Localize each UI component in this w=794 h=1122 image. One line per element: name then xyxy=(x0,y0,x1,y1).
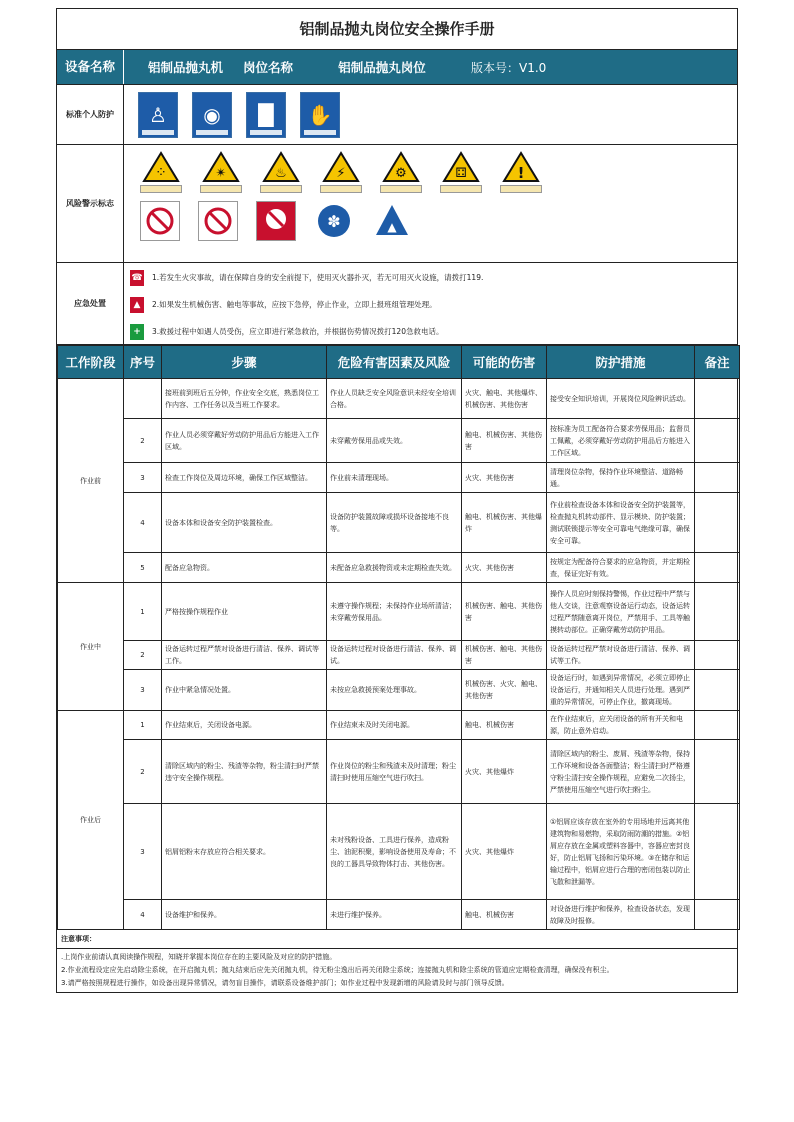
hazard-cell: 未进行维护保养。 xyxy=(327,900,462,930)
no-cell: 4 xyxy=(124,493,162,553)
version-text: 版本号：V1.0 xyxy=(471,60,547,75)
col-stage: 工作阶段 xyxy=(58,346,124,379)
injury-cell: 机械伤害、触电、其他伤害 xyxy=(462,583,547,641)
injury-cell: 触电、机械伤害 xyxy=(462,711,547,740)
remark-cell xyxy=(695,900,740,930)
fire-warning-icon xyxy=(260,151,302,193)
table-row xyxy=(58,493,740,553)
measure-cell: 作业前检查设备本体和设备安全防护装置等，检查抛丸机转动部件、显示模块、防护装置；测试联锁提示等安全可靠电气绝缘可靠，确保安全可靠。 xyxy=(547,493,695,553)
remark-cell xyxy=(695,583,740,641)
injury-cell: 火灾、其他伤害 xyxy=(462,553,547,583)
remark-cell xyxy=(695,670,740,711)
measure-cell: 在作业结束后，应关闭设备的所有开关和电源，防止意外启动。 xyxy=(547,711,695,740)
electric-warning-icon xyxy=(320,151,362,193)
emergency-label: 应急处置 xyxy=(57,263,124,344)
hazard-cell: 作业前未清理现场。 xyxy=(327,463,462,493)
injury-cell: 触电、机械伤害、其他伤害 xyxy=(462,419,547,463)
measure-cell: 按标准为员工配备符合要求劳保用品；监督员工佩戴，必须穿戴好劳动防护用品后方能进入工作区域。 xyxy=(547,419,695,463)
table-row xyxy=(58,641,740,670)
equipment-label: 设备名称 xyxy=(57,50,124,84)
measure-cell: ①铝屑应该存放在室外的专用场地并远离其他建筑物和易燃物，采取防雨防潮的措施。②铝屑应存放在金属或塑料容器中，容器应密封良好，防止铝屑飞扬和污染环境。③在储存和运输过程中，铝屑应进行合理的密闭包装以防止飞散和泄漏等。 xyxy=(547,804,695,900)
injury-cell: 火灾、触电、其他爆炸、机械伤害、其他伤害 xyxy=(462,379,547,419)
injury-cell: 机械伤害、触电、其他伤害 xyxy=(462,641,547,670)
no-tinder-icon xyxy=(198,201,238,241)
protective-suit-icon: ♙ xyxy=(138,92,178,138)
emergency-row xyxy=(57,263,737,345)
table-row xyxy=(58,711,740,740)
step-cell: 严格按操作规程作业 xyxy=(162,583,327,641)
svg-text:♨: ♨ xyxy=(275,166,287,181)
injury-cell: 触电、机械伤害 xyxy=(462,900,547,930)
measure-cell: 按规定为配备符合要求的应急物资，并定期检查，保证完好有效。 xyxy=(547,553,695,583)
svg-text:⚃: ⚃ xyxy=(455,166,467,181)
procedure-table xyxy=(57,345,740,930)
safety-boots-icon: █ xyxy=(246,92,286,138)
no-cell: 3 xyxy=(124,463,162,493)
no-cell: 1 xyxy=(124,711,162,740)
measure-cell: 接受安全知识培训，开展岗位风险辨识活动。 xyxy=(547,379,695,419)
must-gloves-icon xyxy=(314,201,354,241)
measure-cell: 对设备进行维护和保养，检查设备状态，发现故障及时报修。 xyxy=(547,900,695,930)
no-cell: 2 xyxy=(124,419,162,463)
svg-text:⁘: ⁘ xyxy=(155,165,167,181)
step-cell: 配备应急物资。 xyxy=(162,553,327,583)
stage-cell: 作业后 xyxy=(58,711,124,930)
injury-cell: 火灾、其他爆炸 xyxy=(462,740,547,804)
step-cell: 设备维护和保养。 xyxy=(162,900,327,930)
table-row xyxy=(58,804,740,900)
warning-signs-row1 xyxy=(140,151,542,193)
table-row xyxy=(58,379,740,419)
step-cell: 作业人员必须穿戴好劳动防护用品后方能进入工作区域。 xyxy=(162,419,327,463)
page-title: 铝制品抛丸岗位安全操作手册 xyxy=(57,9,737,50)
trip-warning-icon xyxy=(440,151,482,193)
hazard-cell: 未遵守操作规程；未保持作业场所清洁；未穿戴劳保用品。 xyxy=(327,583,462,641)
remark-cell xyxy=(695,804,740,900)
col-no: 序号 xyxy=(124,346,162,379)
no-fire-icon xyxy=(140,201,180,241)
table-row xyxy=(58,670,740,711)
note-line-1: .上岗作业前请认真阅读操作规程，知晓并掌握本岗位存在的主要风险及对应的防护措施。 xyxy=(61,953,337,961)
equipment-value: 铝制品抛丸机 xyxy=(147,60,223,75)
svg-text:⚡: ⚡ xyxy=(336,166,346,181)
note-line-2: 2.作业流程设定应先启动除尘系统，在开启抛丸机；抛丸结束后应先关闭抛丸机，待无粉尘逸出后再关闭除尘系统；连接抛丸机和除尘系统的管道应定期检查清理，确保没有积尘。 xyxy=(61,966,614,974)
measure-cell: 操作人员应时刻保持警惕，作业过程中严禁与他人交谈，注意观察设备运行动态，设备运转过程严禁随意离开岗位，严禁用手、工具等触摸转动部位。正确穿戴劳动防护用品。 xyxy=(547,583,695,641)
svg-text:✽: ✽ xyxy=(327,212,341,231)
post-value: 铝制品抛丸岗位 xyxy=(338,60,426,75)
remark-cell xyxy=(695,463,740,493)
col-remark: 备注 xyxy=(695,346,740,379)
extinguisher-icon: ▲ xyxy=(130,297,144,313)
notes-section xyxy=(57,930,737,992)
hazard-cell: 未按应急救援预案处理事故。 xyxy=(327,670,462,711)
hazard-cell: 未对残粉设备、工具进行保养，造成粉尘、油泥积聚，影响设备使用及寿命；不良的工器具导致物体打击、其他伤害。 xyxy=(327,804,462,900)
table-row xyxy=(58,583,740,641)
svg-text:▲: ▲ xyxy=(387,220,397,234)
stage-cell: 作业前 xyxy=(58,379,124,583)
stage-cell: 作业中 xyxy=(58,583,124,711)
injury-cell: 触电、机械伤害、其他爆炸 xyxy=(462,493,547,553)
step-cell: 清除区域内的粉尘、残渣等杂物，粉尘清扫时严禁违守安全操作规程。 xyxy=(162,740,327,804)
measure-cell: 设备运行时，如遇到异常情况，必须立即停止设备运行，并通知相关人员进行处理。遇到严重的异常情况，可停止作业，撤离现场。 xyxy=(547,670,695,711)
col-step: 步骤 xyxy=(162,346,327,379)
ppe-row xyxy=(57,85,737,145)
ppe-label: 标准个人防护 xyxy=(57,85,124,144)
no-cell: 5 xyxy=(124,553,162,583)
note-line-3: 3.请严格按照规程进行操作，如设备出现异常情况，请勿盲目操作，请联系设备维护部门；如作业过程中发现新增的风险请及时与部门领导反馈。 xyxy=(61,979,509,987)
remark-cell xyxy=(695,641,740,670)
gloves-icon: ✋ xyxy=(300,92,340,138)
remark-cell xyxy=(695,553,740,583)
no-cell xyxy=(124,379,162,419)
no-cell: 3 xyxy=(124,670,162,711)
no-cell: 3 xyxy=(124,804,162,900)
measure-cell: 清理岗位杂物，保持作业环境整洁、道路畅通。 xyxy=(547,463,695,493)
warning-signs-row2 xyxy=(140,201,542,241)
step-cell: 接班前到班后五分钟，作业安全交底，熟悉岗位工作内容、工作任务以及当班工作要求。 xyxy=(162,379,327,419)
step-cell: 铝屑铝粉末存放应符合相关要求。 xyxy=(162,804,327,900)
no-start-icon xyxy=(256,201,296,241)
remark-cell xyxy=(695,711,740,740)
emergency-line-1: 1.若发生火灾事故，请在保障自身的安全前提下，使用灭火器扑灭，若无可用灭火设施，请拨打119. xyxy=(152,273,484,282)
emergency-line-2: 2.如果发生机械伤害、触电等事故，应按下急停，停止作业，立即上报班组管理处理。 xyxy=(152,300,437,309)
fire-119-icon: ☎ xyxy=(130,270,144,286)
remark-cell xyxy=(695,379,740,419)
remark-cell xyxy=(695,493,740,553)
warning-label: 风险警示标志 xyxy=(57,145,124,262)
step-cell: 作业结束后，关闭设备电源。 xyxy=(162,711,327,740)
post-label: 岗位名称 xyxy=(242,60,293,75)
measure-cell: 清除区域内的粉尘、废屑、残渣等杂物，保持工作环境和设备各面整洁；粉尘清扫时严格遵守粉尘清扫安全操作规程，应避免二次扬尘，严禁使用压缩空气进行吹扫粉尘。 xyxy=(547,740,695,804)
table-row xyxy=(58,740,740,804)
machine-warning-icon xyxy=(380,151,422,193)
notes-title: 注意事项： xyxy=(57,930,737,949)
table-row xyxy=(58,463,740,493)
no-cell: 1 xyxy=(124,583,162,641)
manual-sheet xyxy=(56,8,738,993)
no-cell: 2 xyxy=(124,641,162,670)
remark-cell xyxy=(695,740,740,804)
warning-row xyxy=(57,145,737,263)
no-cell: 4 xyxy=(124,900,162,930)
caution-warning-icon xyxy=(500,151,542,193)
hazard-cell: 设备防护装置故障或损坏设备接地不良等。 xyxy=(327,493,462,553)
injury-cell: 机械伤害、火灾、触电、其他伤害 xyxy=(462,670,547,711)
table-row xyxy=(58,553,740,583)
no-cell: 2 xyxy=(124,740,162,804)
hazard-cell: 未配备应急救援物资或未定期检查失效。 xyxy=(327,553,462,583)
col-injury: 可能的伤害 xyxy=(462,346,547,379)
injury-cell: 火灾、其他爆炸 xyxy=(462,804,547,900)
col-hazard: 危险有害因素及风险 xyxy=(327,346,462,379)
svg-text:⚙: ⚙ xyxy=(395,166,407,181)
dust-warning-icon xyxy=(140,151,182,193)
svg-text:!: ! xyxy=(517,164,525,182)
explosion-warning-icon xyxy=(200,151,242,193)
measure-cell: 设备运转过程严禁对设备进行清洁、保养、调试等工作。 xyxy=(547,641,695,670)
step-cell: 作业中紧急情况处置。 xyxy=(162,670,327,711)
injury-cell: 火灾、其他伤害 xyxy=(462,463,547,493)
hazard-cell: 作业岗位的粉尘和残渣未及时清理；粉尘清扫时使用压缩空气进行吹扫。 xyxy=(327,740,462,804)
first-aid-icon: + xyxy=(130,324,144,340)
must-mask-icon xyxy=(372,201,412,241)
header-bar xyxy=(57,50,737,85)
hazard-cell: 作业结束未及时关闭电源。 xyxy=(327,711,462,740)
face-shield-icon: ◉ xyxy=(192,92,232,138)
step-cell: 检查工作岗位及周边环境，确保工作区域整洁。 xyxy=(162,463,327,493)
table-header-row xyxy=(58,346,740,379)
hazard-cell: 未穿戴劳保用品或失效。 xyxy=(327,419,462,463)
step-cell: 设备运转过程严禁对设备进行清洁、保养、调试等工作。 xyxy=(162,641,327,670)
col-measure: 防护措施 xyxy=(547,346,695,379)
hazard-cell: 作业人员缺乏安全风险意识未经安全培训合格。 xyxy=(327,379,462,419)
remark-cell xyxy=(695,419,740,463)
step-cell: 设备本体和设备安全防护装置检查。 xyxy=(162,493,327,553)
table-row xyxy=(58,900,740,930)
hazard-cell: 设备运转过程对设备进行清洁、保养、调试。 xyxy=(327,641,462,670)
emergency-line-3: 3.救援过程中如遇人员受伤，应立即进行紧急救治，并根据伤势情况拨打120急救电话。 xyxy=(152,327,444,336)
table-row xyxy=(58,419,740,463)
svg-text:✴: ✴ xyxy=(215,166,227,181)
